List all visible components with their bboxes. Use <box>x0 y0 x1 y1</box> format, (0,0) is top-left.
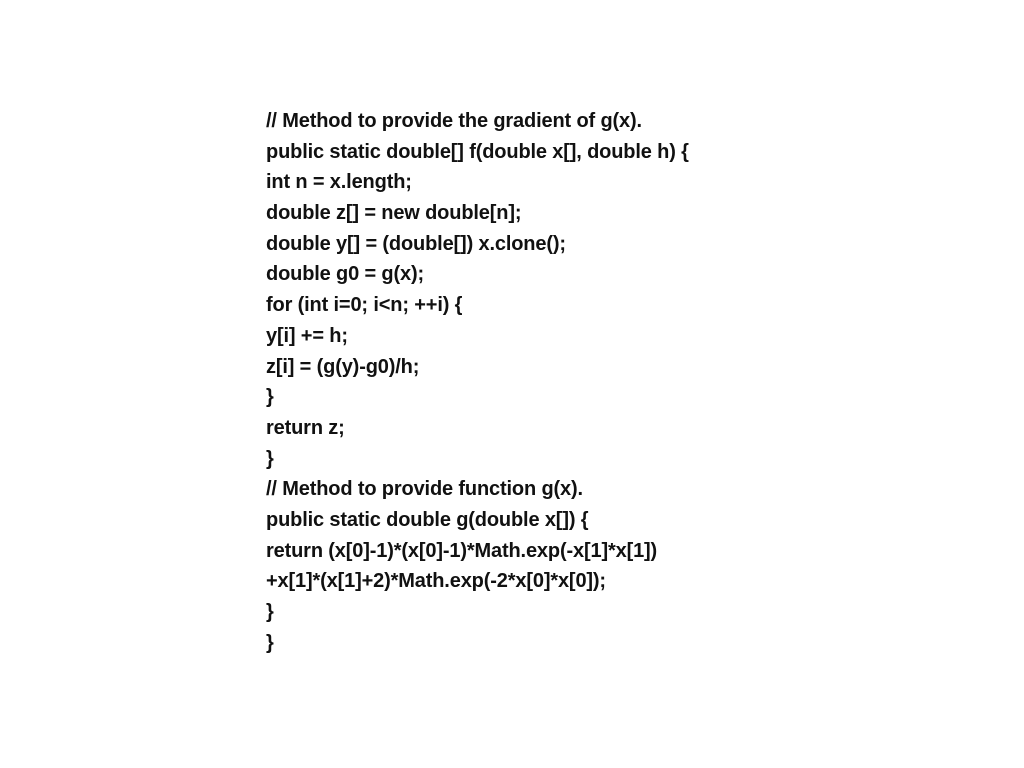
code-line-return-continuation: +x[1]*(x[1]+2)*Math.exp(-2*x[0]*x[0]); <box>266 570 606 593</box>
code-line-return-z: return z; <box>266 416 345 439</box>
code-line-z-assign: z[i] = (g(y)-g0)/h; <box>266 355 420 378</box>
code-line-return-expression: return (x[0]-1)*(x[0]-1)*Math.exp(-x[1]*x[1]) <box>266 539 658 562</box>
code-line-g-close: } <box>266 601 274 623</box>
code-line-comment-function: // Method to provide function g(x). <box>266 478 583 501</box>
code-line-comment-gradient: // Method to provide the gradient of g(x). <box>266 110 642 132</box>
code-line-y-increment: y[i] += h; <box>266 324 348 347</box>
code-line-z-array: double z[] = new double[n]; <box>266 202 522 225</box>
code-line-class-close: } <box>266 631 274 654</box>
code-line-g-signature: public static double g(double x[]) { <box>266 508 589 531</box>
code-line-g0: double g0 = g(x); <box>266 263 425 286</box>
code-line-n-length: int n = x.length; <box>266 171 412 194</box>
code-line-y-clone: double y[] = (double[]) x.clone(); <box>266 232 566 255</box>
code-line-f-close: } <box>266 447 274 470</box>
code-line-for-loop: for (int i=0; i<n; ++i) { <box>266 294 463 317</box>
code-line-f-signature: public static double[] f(double x[], double h) { <box>266 140 689 163</box>
code-line-for-close: } <box>266 386 274 409</box>
code-block <box>266 106 786 658</box>
